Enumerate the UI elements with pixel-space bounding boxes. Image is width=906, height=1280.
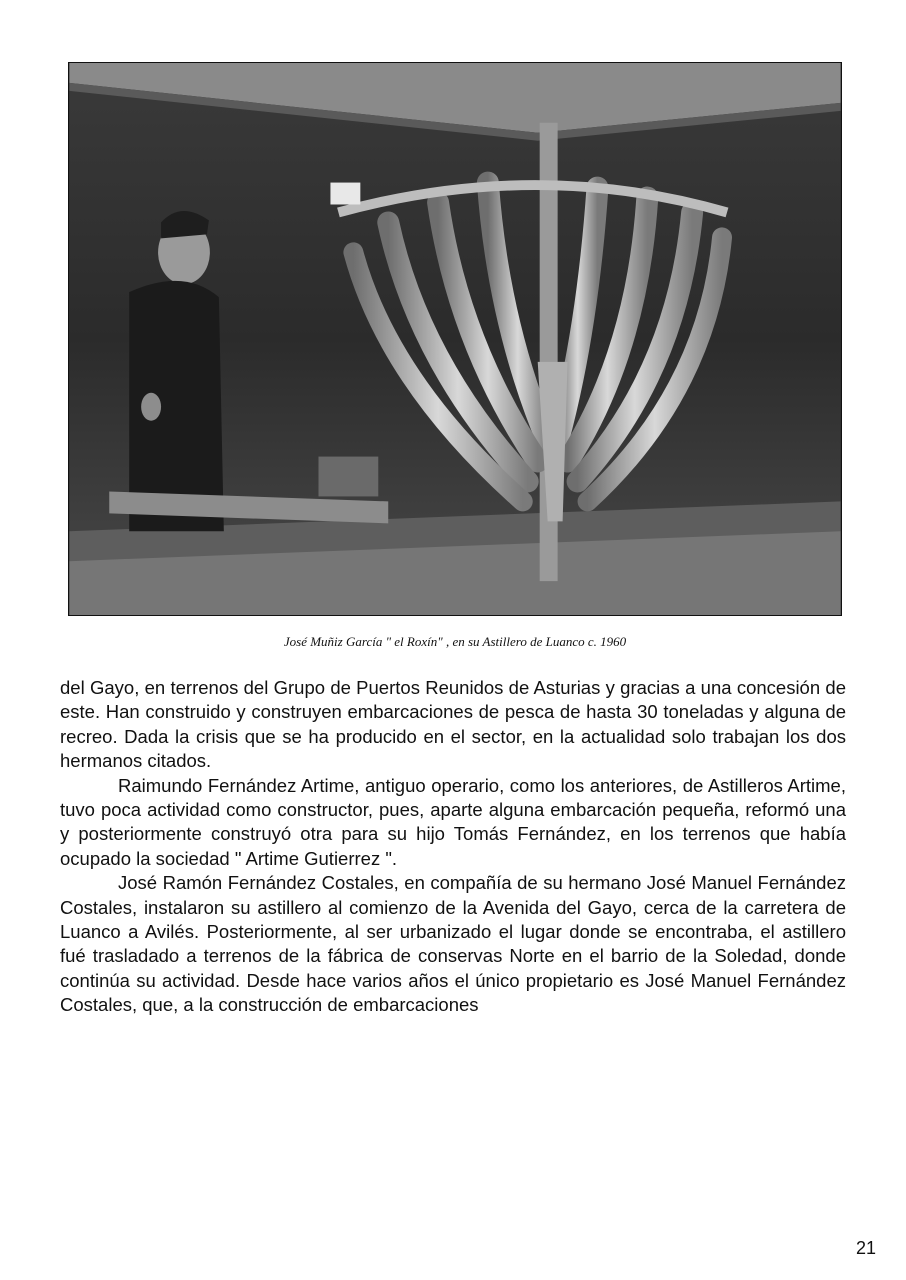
- paragraph: Raimundo Fernández Artime, antiguo operario, como los anteriores, de Astilleros Artime, tuvo poca actividad como constructor, pues, aparte alguna embarcación pequeña, reformó una y posteriormente construyó otra para su hijo Tomás Fernández, en los terrenos que había ocupado la sociedad " Artime Gutierrez ".: [60, 774, 846, 869]
- paragraph: del Gayo, en terrenos del Grupo de Puertos Reunidos de Asturias y gracias a una concesión de este. Han construido y construyen embarcaciones de pesca de hasta 30 toneladas y alguna de recreo. Dada la crisis que se ha producido en el sector, en la actualidad solo trabajan los dos hermanos citados.: [60, 677, 846, 772]
- page-number: 21: [856, 1238, 877, 1258]
- boat-hull-photo: [68, 62, 842, 616]
- photo-caption: José Muñiz García " el Roxín" , en su Astillero de Luanco c. 1960: [283, 634, 627, 649]
- photo-illustration: [69, 63, 841, 615]
- paragraph: José Ramón Fernández Costales, en compañía de su hermano José Manuel Fernández Costales, instalaron su astillero al comienzo de la Avenida del Gayo, cerca de la carretera de Luanco a Avilés. Posteriormente, al ser urbanizado el lugar donde se encontraba, el astillero fué trasladado a terrenos de la fábrica de conservas Norte en el barrio de la Soledad, donde continúa su actividad. Desde hace varios años el único propietario es José Manuel Fernández Costales, que, a la construcción de embarcaciones: [60, 872, 846, 1016]
- body-text: [60, 676, 846, 1018]
